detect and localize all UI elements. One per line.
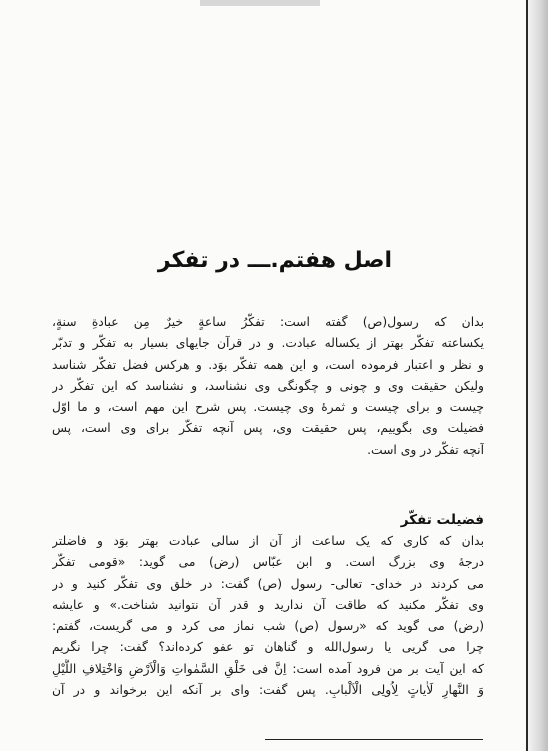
text-line: بدان که رسول(ص) گفته است: تفکّرُ ساعةٍ خیرٌ مِن عبادةِ سنةٍ، — [52, 315, 484, 329]
text-line: چرا می گریی یا رسول‌الله و گناهان تو عفو کرده‌اند؟ گفت: چرا نگریم — [52, 640, 484, 655]
text-line: بدان که کاری که یک ساعت از آن از سالی عبادت بهتر بوَد و فاضلتر — [52, 534, 484, 548]
text-line: وَ النَّهارِ لَاٰیاتٍ لِاُولِی الْاَلْبابِ. پس گفت: وای بر آنکه این برخواند و در آن — [52, 683, 484, 698]
text-line: ولیکن حقیقت وی و چونی و چگونگی وی نشناسد، و نشناسد که این تفکّر در — [52, 378, 484, 393]
page-edge-shadow — [528, 0, 548, 751]
text-line: درجهٔ وی بزرگ است. و ابن عبّاس (رض) می گوید: «قومی تفکّر — [52, 555, 484, 570]
text-line: یکساعته تفکّر بهتر از یکساله عبادت. و در قرآن جایهای بسیار به تفکّر و تدبّر — [52, 336, 484, 351]
chapter-title: اصل هفتم.ـــ در تفکر — [157, 248, 393, 273]
footnote-rule — [265, 739, 483, 740]
page-edge-line — [526, 0, 528, 751]
section-paragraph — [52, 531, 484, 701]
text-line: آنچه تفکّر در وی است. — [367, 442, 484, 457]
text-line: وی تفکّر مکنید که طاقت آن ندارید و قدر آن نتوانید شناخت.» و عایشه — [52, 597, 484, 612]
text-line: و نظر و اعتبار فرموده است، و این همه تفکّر بوَد. و هرکس فضل تفکّر شناسد — [52, 357, 484, 372]
top-edge-remnant — [200, 0, 320, 6]
text-line: (رض) می گوید که «رسول (ص) شب نماز می کرد و می گریست، گفتم: — [52, 619, 484, 634]
text-line: چیست و برای چیست و ثمرهٔ وی چیست. پس شرح این مهم است، و ما اوّل — [52, 400, 484, 415]
intro-paragraph — [52, 312, 484, 461]
text-line: که این آیت بر من فرود آمده است: اِنَّ فی خَلْقِ السَّمٰواتِ وَالْاَرْضِ وَاخْتِلافِ اللَّیْلِ — [52, 661, 484, 676]
text-line: فضیلت وی بگوییم، پس حقیقت وی، پس آنچه تفکّر برای وی است، پس — [52, 421, 484, 436]
section-heading: فضیلت تفکّر — [400, 512, 484, 528]
text-line: می کردند در خدای- تعالی- رسول (ص) گفت: در خلق وی تفکّر کنید و در — [52, 576, 484, 591]
